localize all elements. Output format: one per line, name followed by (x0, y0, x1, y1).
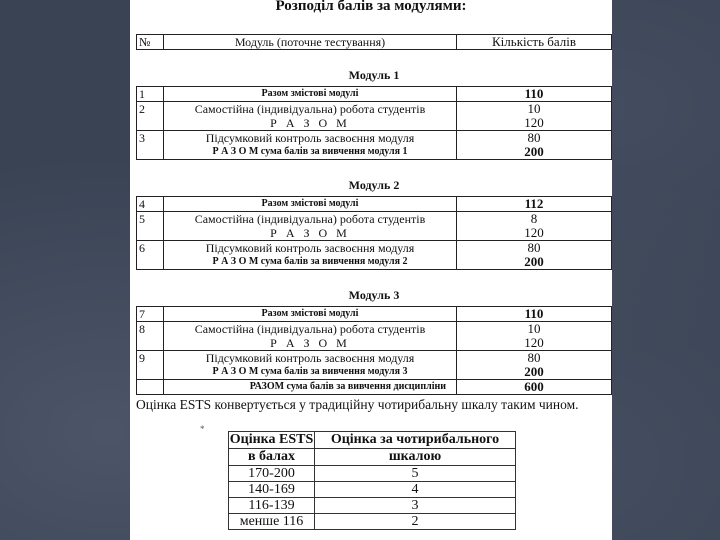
row-number: 2 (137, 102, 164, 117)
row-value: 120 (457, 226, 612, 241)
row-number (137, 226, 164, 241)
grand-total-row (137, 380, 612, 395)
ests-points: менше 116 (229, 514, 315, 530)
row-label: Р А З О М (164, 116, 457, 131)
row-number (137, 365, 164, 380)
module-heading-row (137, 64, 612, 87)
row-value: 200 (457, 145, 612, 160)
grand-total-label: РАЗОМ сума балів за вивчення дисципліни (164, 380, 457, 395)
row-number: 8 (137, 322, 164, 337)
header-num: № (137, 35, 164, 50)
conversion-header-row-2 (229, 449, 516, 466)
row-value: 200 (457, 255, 612, 270)
row-value: 120 (457, 336, 612, 351)
module-heading: Модуль 2 (137, 174, 612, 197)
ests-header-2: в балах (229, 449, 315, 466)
row-number: 5 (137, 212, 164, 227)
header-module: Модуль (поточне тестування) (164, 35, 457, 50)
row-number (137, 255, 164, 270)
row-label: Р А З О М (164, 226, 457, 241)
row-label: Разом змістові модулі (164, 87, 457, 102)
table-row (137, 322, 612, 337)
table-row (137, 336, 612, 351)
row-label: Підсумковий контроль засвоєння модуля (164, 131, 457, 146)
row-value: 80 (457, 241, 612, 256)
row-value: 80 (457, 351, 612, 366)
spacer-row (137, 160, 612, 175)
row-value: 10 (457, 322, 612, 337)
row-label: Р А З О М сума балів за вивчення модуля 3 (164, 365, 457, 380)
module-heading-row (137, 174, 612, 197)
row-value: 10 (457, 102, 612, 117)
row-value: 110 (457, 87, 612, 102)
conversion-row (229, 466, 516, 482)
table-row (137, 226, 612, 241)
row-label: Підсумковий контроль засвоєння модуля (164, 351, 457, 366)
conversion-header-row (229, 432, 516, 449)
grand-total-value: 600 (457, 380, 612, 395)
row-label: Р А З О М (164, 336, 457, 351)
module-heading: Модуль 3 (137, 284, 612, 307)
table-row (137, 131, 612, 146)
row-number: 6 (137, 241, 164, 256)
row-number: 1 (137, 87, 164, 102)
table-row (137, 255, 612, 270)
row-number: 4 (137, 197, 164, 212)
table-header-row (137, 35, 612, 50)
row-number: 3 (137, 131, 164, 146)
table-row (137, 116, 612, 131)
row-value: 110 (457, 307, 612, 322)
ests-points: 170-200 (229, 466, 315, 482)
table-row (137, 351, 612, 366)
table-row (137, 307, 612, 322)
row-number: 9 (137, 351, 164, 366)
scale-header-2: шкалою (315, 449, 516, 466)
page-title: Розподіл балів за модулями: (275, 0, 467, 14)
table-row (137, 365, 612, 380)
row-label: Разом змістові модулі (164, 307, 457, 322)
points-table (136, 34, 612, 395)
module-heading-row (137, 284, 612, 307)
row-value: 80 (457, 131, 612, 146)
row-value: 120 (457, 116, 612, 131)
table-row (137, 212, 612, 227)
scale-grade: 4 (315, 482, 516, 498)
spacer-row (137, 50, 612, 65)
row-number (137, 336, 164, 351)
conversion-row (229, 514, 516, 530)
row-label: Самостійна (індивідуальна) робота студентів (164, 322, 457, 337)
spacer-row (137, 270, 612, 285)
row-label: Самостійна (індивідуальна) робота студентів (164, 212, 457, 227)
row-number (137, 145, 164, 160)
scale-grade: 3 (315, 498, 516, 514)
row-value: 8 (457, 212, 612, 227)
row-label: Самостійна (індивідуальна) робота студентів (164, 102, 457, 117)
row-value: 200 (457, 365, 612, 380)
conversion-note: Оцінка ESTS конвертується у традиційну чотирибальну шкалу таким чином. (136, 397, 579, 412)
scale-grade: 5 (315, 466, 516, 482)
table-row (137, 102, 612, 117)
table-row (137, 87, 612, 102)
row-label: Р А З О М сума балів за вивчення модуля 1 (164, 145, 457, 160)
header-count: Кількість балів (457, 35, 612, 50)
scale-header-1: Оцінка за чотирибального (315, 432, 516, 449)
conversion-row (229, 498, 516, 514)
asterisk-mark: * (200, 424, 205, 434)
table-row (137, 241, 612, 256)
scale-grade: 2 (315, 514, 516, 530)
ests-points: 140-169 (229, 482, 315, 498)
table-row (137, 145, 612, 160)
module-heading: Модуль 1 (137, 64, 612, 87)
row-label: Разом змістові модулі (164, 197, 457, 212)
conversion-table (228, 431, 516, 530)
row-value: 112 (457, 197, 612, 212)
row-label: Р А З О М сума балів за вивчення модуля 2 (164, 255, 457, 270)
row-number (137, 116, 164, 131)
ests-header-1: Оцінка ESTS (229, 432, 314, 447)
row-number: 7 (137, 307, 164, 322)
table-row (137, 197, 612, 212)
ests-points: 116-139 (229, 498, 315, 514)
conversion-row (229, 482, 516, 498)
row-label: Підсумковий контроль засвоєння модуля (164, 241, 457, 256)
